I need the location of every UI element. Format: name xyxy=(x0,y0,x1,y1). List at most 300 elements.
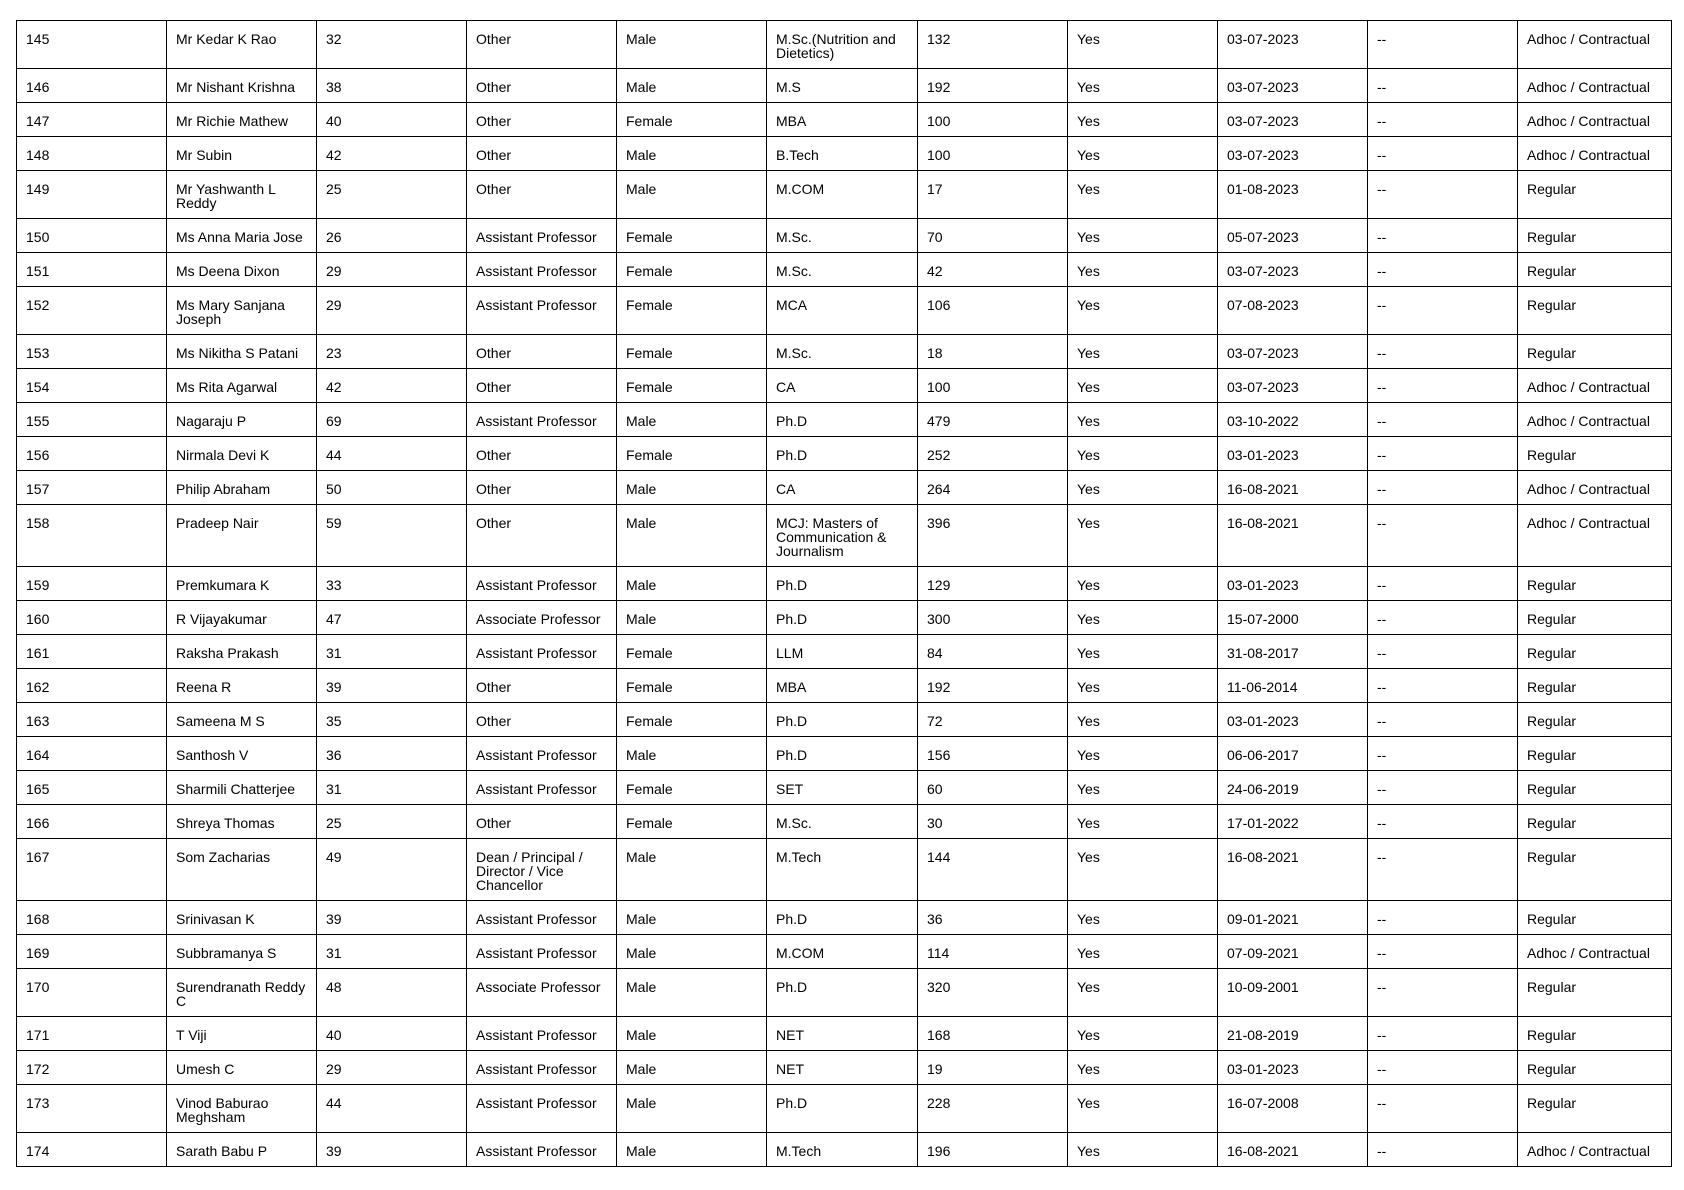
gender-cell: Female xyxy=(617,369,767,403)
designation-cell: Associate Professor xyxy=(467,601,617,635)
name-cell: Shreya Thomas xyxy=(167,805,317,839)
designation-cell: Assistant Professor xyxy=(467,403,617,437)
serial-number-cell: 166 xyxy=(17,805,167,839)
designation-cell: Other xyxy=(467,137,617,171)
qualification-cell: Ph.D xyxy=(767,567,918,601)
currently-working-cell: Yes xyxy=(1068,567,1218,601)
serial-number-cell: 161 xyxy=(17,635,167,669)
joining-date-cell: 06-06-2017 xyxy=(1218,737,1368,771)
currently-working-cell: Yes xyxy=(1068,1133,1218,1167)
joining-date-cell: 03-07-2023 xyxy=(1218,369,1368,403)
gender-cell: Male xyxy=(617,1085,767,1133)
leaving-date-cell: -- xyxy=(1368,103,1518,137)
currently-working-cell: Yes xyxy=(1068,969,1218,1017)
gender-cell: Male xyxy=(617,505,767,567)
serial-number-cell: 167 xyxy=(17,839,167,901)
appointment-type-cell: Regular xyxy=(1518,567,1672,601)
table-row xyxy=(17,171,1672,219)
experience-months-cell: 300 xyxy=(918,601,1068,635)
gender-cell: Male xyxy=(617,1133,767,1167)
qualification-cell: Ph.D xyxy=(767,1085,918,1133)
age-cell: 40 xyxy=(317,1017,467,1051)
qualification-cell: M.Tech xyxy=(767,839,918,901)
table-row xyxy=(17,737,1672,771)
age-cell: 25 xyxy=(317,805,467,839)
designation-cell: Other xyxy=(467,505,617,567)
designation-cell: Assistant Professor xyxy=(467,219,617,253)
age-cell: 29 xyxy=(317,287,467,335)
gender-cell: Male xyxy=(617,403,767,437)
joining-date-cell: 10-09-2001 xyxy=(1218,969,1368,1017)
appointment-type-cell: Adhoc / Contractual xyxy=(1518,69,1672,103)
designation-cell: Assistant Professor xyxy=(467,253,617,287)
name-cell: Ms Anna Maria Jose xyxy=(167,219,317,253)
currently-working-cell: Yes xyxy=(1068,69,1218,103)
name-cell: Mr Nishant Krishna xyxy=(167,69,317,103)
qualification-cell: M.S xyxy=(767,69,918,103)
joining-date-cell: 17-01-2022 xyxy=(1218,805,1368,839)
joining-date-cell: 15-07-2000 xyxy=(1218,601,1368,635)
experience-months-cell: 196 xyxy=(918,1133,1068,1167)
experience-months-cell: 36 xyxy=(918,901,1068,935)
experience-months-cell: 60 xyxy=(918,771,1068,805)
gender-cell: Female xyxy=(617,635,767,669)
appointment-type-cell: Regular xyxy=(1518,771,1672,805)
appointment-type-cell: Regular xyxy=(1518,635,1672,669)
serial-number-cell: 158 xyxy=(17,505,167,567)
serial-number-cell: 147 xyxy=(17,103,167,137)
designation-cell: Associate Professor xyxy=(467,969,617,1017)
joining-date-cell: 16-08-2021 xyxy=(1218,839,1368,901)
leaving-date-cell: -- xyxy=(1368,137,1518,171)
serial-number-cell: 168 xyxy=(17,901,167,935)
joining-date-cell: 07-08-2023 xyxy=(1218,287,1368,335)
leaving-date-cell: -- xyxy=(1368,935,1518,969)
currently-working-cell: Yes xyxy=(1068,703,1218,737)
gender-cell: Male xyxy=(617,21,767,69)
qualification-cell: Ph.D xyxy=(767,403,918,437)
name-cell: R Vijayakumar xyxy=(167,601,317,635)
gender-cell: Female xyxy=(617,219,767,253)
leaving-date-cell: -- xyxy=(1368,1017,1518,1051)
table-row xyxy=(17,601,1672,635)
experience-months-cell: 42 xyxy=(918,253,1068,287)
experience-months-cell: 129 xyxy=(918,567,1068,601)
gender-cell: Female xyxy=(617,287,767,335)
gender-cell: Male xyxy=(617,567,767,601)
table-row xyxy=(17,103,1672,137)
leaving-date-cell: -- xyxy=(1368,1051,1518,1085)
leaving-date-cell: -- xyxy=(1368,219,1518,253)
table-row xyxy=(17,219,1672,253)
designation-cell: Assistant Professor xyxy=(467,287,617,335)
currently-working-cell: Yes xyxy=(1068,1085,1218,1133)
qualification-cell: CA xyxy=(767,369,918,403)
appointment-type-cell: Regular xyxy=(1518,1051,1672,1085)
leaving-date-cell: -- xyxy=(1368,805,1518,839)
name-cell: Pradeep Nair xyxy=(167,505,317,567)
joining-date-cell: 05-07-2023 xyxy=(1218,219,1368,253)
appointment-type-cell: Adhoc / Contractual xyxy=(1518,137,1672,171)
experience-months-cell: 192 xyxy=(918,669,1068,703)
table-row xyxy=(17,1051,1672,1085)
qualification-cell: LLM xyxy=(767,635,918,669)
joining-date-cell: 01-08-2023 xyxy=(1218,171,1368,219)
leaving-date-cell: -- xyxy=(1368,69,1518,103)
serial-number-cell: 164 xyxy=(17,737,167,771)
appointment-type-cell: Regular xyxy=(1518,171,1672,219)
table-row xyxy=(17,1085,1672,1133)
designation-cell: Other xyxy=(467,335,617,369)
table-body xyxy=(17,21,1672,1167)
joining-date-cell: 21-08-2019 xyxy=(1218,1017,1368,1051)
currently-working-cell: Yes xyxy=(1068,21,1218,69)
currently-working-cell: Yes xyxy=(1068,171,1218,219)
currently-working-cell: Yes xyxy=(1068,137,1218,171)
table-row xyxy=(17,669,1672,703)
leaving-date-cell: -- xyxy=(1368,737,1518,771)
gender-cell: Male xyxy=(617,171,767,219)
currently-working-cell: Yes xyxy=(1068,471,1218,505)
appointment-type-cell: Regular xyxy=(1518,737,1672,771)
gender-cell: Male xyxy=(617,471,767,505)
appointment-type-cell: Regular xyxy=(1518,335,1672,369)
age-cell: 31 xyxy=(317,935,467,969)
appointment-type-cell: Regular xyxy=(1518,601,1672,635)
serial-number-cell: 156 xyxy=(17,437,167,471)
qualification-cell: M.COM xyxy=(767,171,918,219)
gender-cell: Female xyxy=(617,805,767,839)
serial-number-cell: 169 xyxy=(17,935,167,969)
experience-months-cell: 396 xyxy=(918,505,1068,567)
experience-months-cell: 192 xyxy=(918,69,1068,103)
age-cell: 44 xyxy=(317,1085,467,1133)
gender-cell: Male xyxy=(617,935,767,969)
appointment-type-cell: Adhoc / Contractual xyxy=(1518,103,1672,137)
experience-months-cell: 479 xyxy=(918,403,1068,437)
age-cell: 39 xyxy=(317,669,467,703)
leaving-date-cell: -- xyxy=(1368,253,1518,287)
experience-months-cell: 144 xyxy=(918,839,1068,901)
name-cell: Ms Nikitha S Patani xyxy=(167,335,317,369)
experience-months-cell: 84 xyxy=(918,635,1068,669)
table-row xyxy=(17,969,1672,1017)
appointment-type-cell: Regular xyxy=(1518,253,1672,287)
designation-cell: Other xyxy=(467,471,617,505)
currently-working-cell: Yes xyxy=(1068,737,1218,771)
age-cell: 42 xyxy=(317,137,467,171)
designation-cell: Other xyxy=(467,69,617,103)
age-cell: 40 xyxy=(317,103,467,137)
table-row xyxy=(17,287,1672,335)
appointment-type-cell: Regular xyxy=(1518,287,1672,335)
designation-cell: Other xyxy=(467,703,617,737)
serial-number-cell: 150 xyxy=(17,219,167,253)
designation-cell: Assistant Professor xyxy=(467,901,617,935)
qualification-cell: Ph.D xyxy=(767,601,918,635)
experience-months-cell: 30 xyxy=(918,805,1068,839)
designation-cell: Other xyxy=(467,21,617,69)
name-cell: Mr Subin xyxy=(167,137,317,171)
experience-months-cell: 70 xyxy=(918,219,1068,253)
joining-date-cell: 03-01-2023 xyxy=(1218,1051,1368,1085)
table-row xyxy=(17,567,1672,601)
currently-working-cell: Yes xyxy=(1068,901,1218,935)
experience-months-cell: 100 xyxy=(918,369,1068,403)
joining-date-cell: 16-08-2021 xyxy=(1218,471,1368,505)
qualification-cell: M.Sc. xyxy=(767,253,918,287)
serial-number-cell: 152 xyxy=(17,287,167,335)
appointment-type-cell: Regular xyxy=(1518,703,1672,737)
age-cell: 29 xyxy=(317,253,467,287)
joining-date-cell: 24-06-2019 xyxy=(1218,771,1368,805)
leaving-date-cell: -- xyxy=(1368,287,1518,335)
currently-working-cell: Yes xyxy=(1068,1017,1218,1051)
gender-cell: Male xyxy=(617,601,767,635)
table-row xyxy=(17,771,1672,805)
name-cell: Ms Mary Sanjana Joseph xyxy=(167,287,317,335)
currently-working-cell: Yes xyxy=(1068,1051,1218,1085)
currently-working-cell: Yes xyxy=(1068,771,1218,805)
age-cell: 33 xyxy=(317,567,467,601)
currently-working-cell: Yes xyxy=(1068,287,1218,335)
faculty-table xyxy=(16,20,1672,1167)
age-cell: 26 xyxy=(317,219,467,253)
experience-months-cell: 17 xyxy=(918,171,1068,219)
joining-date-cell: 03-07-2023 xyxy=(1218,69,1368,103)
table-row xyxy=(17,805,1672,839)
table-row xyxy=(17,1017,1672,1051)
age-cell: 47 xyxy=(317,601,467,635)
table-row xyxy=(17,839,1672,901)
qualification-cell: M.Tech xyxy=(767,1133,918,1167)
age-cell: 44 xyxy=(317,437,467,471)
age-cell: 48 xyxy=(317,969,467,1017)
gender-cell: Female xyxy=(617,703,767,737)
designation-cell: Other xyxy=(467,805,617,839)
serial-number-cell: 173 xyxy=(17,1085,167,1133)
qualification-cell: NET xyxy=(767,1051,918,1085)
appointment-type-cell: Adhoc / Contractual xyxy=(1518,935,1672,969)
leaving-date-cell: -- xyxy=(1368,635,1518,669)
name-cell: Subbramanya S xyxy=(167,935,317,969)
table-row xyxy=(17,703,1672,737)
age-cell: 35 xyxy=(317,703,467,737)
gender-cell: Female xyxy=(617,253,767,287)
experience-months-cell: 100 xyxy=(918,137,1068,171)
age-cell: 36 xyxy=(317,737,467,771)
leaving-date-cell: -- xyxy=(1368,839,1518,901)
experience-months-cell: 106 xyxy=(918,287,1068,335)
appointment-type-cell: Regular xyxy=(1518,437,1672,471)
table-row xyxy=(17,403,1672,437)
qualification-cell: M.Sc. xyxy=(767,805,918,839)
experience-months-cell: 19 xyxy=(918,1051,1068,1085)
table-row xyxy=(17,901,1672,935)
appointment-type-cell: Adhoc / Contractual xyxy=(1518,505,1672,567)
currently-working-cell: Yes xyxy=(1068,669,1218,703)
name-cell: Ms Rita Agarwal xyxy=(167,369,317,403)
table-row xyxy=(17,471,1672,505)
age-cell: 39 xyxy=(317,901,467,935)
serial-number-cell: 155 xyxy=(17,403,167,437)
joining-date-cell: 03-07-2023 xyxy=(1218,335,1368,369)
serial-number-cell: 145 xyxy=(17,21,167,69)
serial-number-cell: 149 xyxy=(17,171,167,219)
designation-cell: Assistant Professor xyxy=(467,1051,617,1085)
qualification-cell: SET xyxy=(767,771,918,805)
age-cell: 49 xyxy=(317,839,467,901)
joining-date-cell: 03-07-2023 xyxy=(1218,253,1368,287)
designation-cell: Assistant Professor xyxy=(467,1085,617,1133)
designation-cell: Other xyxy=(467,369,617,403)
currently-working-cell: Yes xyxy=(1068,369,1218,403)
gender-cell: Male xyxy=(617,737,767,771)
serial-number-cell: 172 xyxy=(17,1051,167,1085)
leaving-date-cell: -- xyxy=(1368,669,1518,703)
currently-working-cell: Yes xyxy=(1068,839,1218,901)
currently-working-cell: Yes xyxy=(1068,403,1218,437)
experience-months-cell: 132 xyxy=(918,21,1068,69)
faculty-table-page xyxy=(16,20,1672,1167)
appointment-type-cell: Regular xyxy=(1518,805,1672,839)
designation-cell: Assistant Professor xyxy=(467,935,617,969)
joining-date-cell: 31-08-2017 xyxy=(1218,635,1368,669)
age-cell: 69 xyxy=(317,403,467,437)
experience-months-cell: 264 xyxy=(918,471,1068,505)
qualification-cell: Ph.D xyxy=(767,703,918,737)
name-cell: Sharmili Chatterjee xyxy=(167,771,317,805)
table-row xyxy=(17,635,1672,669)
age-cell: 23 xyxy=(317,335,467,369)
gender-cell: Male xyxy=(617,901,767,935)
currently-working-cell: Yes xyxy=(1068,635,1218,669)
joining-date-cell: 16-07-2008 xyxy=(1218,1085,1368,1133)
name-cell: Ms Deena Dixon xyxy=(167,253,317,287)
joining-date-cell: 03-01-2023 xyxy=(1218,437,1368,471)
qualification-cell: MBA xyxy=(767,103,918,137)
appointment-type-cell: Regular xyxy=(1518,669,1672,703)
serial-number-cell: 148 xyxy=(17,137,167,171)
experience-months-cell: 114 xyxy=(918,935,1068,969)
experience-months-cell: 156 xyxy=(918,737,1068,771)
leaving-date-cell: -- xyxy=(1368,901,1518,935)
leaving-date-cell: -- xyxy=(1368,567,1518,601)
serial-number-cell: 154 xyxy=(17,369,167,403)
table-row xyxy=(17,137,1672,171)
designation-cell: Assistant Professor xyxy=(467,1133,617,1167)
qualification-cell: Ph.D xyxy=(767,969,918,1017)
leaving-date-cell: -- xyxy=(1368,335,1518,369)
age-cell: 59 xyxy=(317,505,467,567)
leaving-date-cell: -- xyxy=(1368,437,1518,471)
designation-cell: Other xyxy=(467,437,617,471)
name-cell: Umesh C xyxy=(167,1051,317,1085)
name-cell: Mr Yashwanth L Reddy xyxy=(167,171,317,219)
designation-cell: Assistant Professor xyxy=(467,635,617,669)
serial-number-cell: 159 xyxy=(17,567,167,601)
appointment-type-cell: Adhoc / Contractual xyxy=(1518,403,1672,437)
appointment-type-cell: Adhoc / Contractual xyxy=(1518,369,1672,403)
serial-number-cell: 153 xyxy=(17,335,167,369)
currently-working-cell: Yes xyxy=(1068,805,1218,839)
appointment-type-cell: Regular xyxy=(1518,969,1672,1017)
appointment-type-cell: Adhoc / Contractual xyxy=(1518,21,1672,69)
leaving-date-cell: -- xyxy=(1368,1133,1518,1167)
name-cell: Nagaraju P xyxy=(167,403,317,437)
joining-date-cell: 09-01-2021 xyxy=(1218,901,1368,935)
appointment-type-cell: Regular xyxy=(1518,219,1672,253)
table-row xyxy=(17,1133,1672,1167)
currently-working-cell: Yes xyxy=(1068,601,1218,635)
serial-number-cell: 170 xyxy=(17,969,167,1017)
designation-cell: Other xyxy=(467,669,617,703)
qualification-cell: M.COM xyxy=(767,935,918,969)
age-cell: 29 xyxy=(317,1051,467,1085)
age-cell: 32 xyxy=(317,21,467,69)
experience-months-cell: 72 xyxy=(918,703,1068,737)
designation-cell: Assistant Professor xyxy=(467,1017,617,1051)
joining-date-cell: 03-07-2023 xyxy=(1218,21,1368,69)
name-cell: Surendranath Reddy C xyxy=(167,969,317,1017)
appointment-type-cell: Adhoc / Contractual xyxy=(1518,471,1672,505)
currently-working-cell: Yes xyxy=(1068,335,1218,369)
qualification-cell: MBA xyxy=(767,669,918,703)
age-cell: 42 xyxy=(317,369,467,403)
gender-cell: Male xyxy=(617,839,767,901)
table-row xyxy=(17,505,1672,567)
table-row xyxy=(17,335,1672,369)
serial-number-cell: 163 xyxy=(17,703,167,737)
joining-date-cell: 03-10-2022 xyxy=(1218,403,1368,437)
gender-cell: Male xyxy=(617,1051,767,1085)
name-cell: Nirmala Devi K xyxy=(167,437,317,471)
leaving-date-cell: -- xyxy=(1368,1085,1518,1133)
experience-months-cell: 320 xyxy=(918,969,1068,1017)
name-cell: Som Zacharias xyxy=(167,839,317,901)
gender-cell: Male xyxy=(617,69,767,103)
gender-cell: Male xyxy=(617,1017,767,1051)
serial-number-cell: 174 xyxy=(17,1133,167,1167)
name-cell: Sameena M S xyxy=(167,703,317,737)
leaving-date-cell: -- xyxy=(1368,703,1518,737)
qualification-cell: MCA xyxy=(767,287,918,335)
name-cell: Reena R xyxy=(167,669,317,703)
qualification-cell: Ph.D xyxy=(767,901,918,935)
qualification-cell: Ph.D xyxy=(767,737,918,771)
appointment-type-cell: Regular xyxy=(1518,1017,1672,1051)
leaving-date-cell: -- xyxy=(1368,369,1518,403)
leaving-date-cell: -- xyxy=(1368,505,1518,567)
joining-date-cell: 03-01-2023 xyxy=(1218,703,1368,737)
joining-date-cell: 16-08-2021 xyxy=(1218,505,1368,567)
currently-working-cell: Yes xyxy=(1068,253,1218,287)
leaving-date-cell: -- xyxy=(1368,21,1518,69)
age-cell: 50 xyxy=(317,471,467,505)
qualification-cell: Ph.D xyxy=(767,437,918,471)
name-cell: Srinivasan K xyxy=(167,901,317,935)
qualification-cell: M.Sc. xyxy=(767,219,918,253)
table-row xyxy=(17,21,1672,69)
qualification-cell: M.Sc. xyxy=(767,335,918,369)
table-row xyxy=(17,369,1672,403)
designation-cell: Dean / Principal / Director / Vice Chancellor xyxy=(467,839,617,901)
qualification-cell: CA xyxy=(767,471,918,505)
currently-working-cell: Yes xyxy=(1068,935,1218,969)
experience-months-cell: 168 xyxy=(918,1017,1068,1051)
name-cell: Vinod Baburao Meghsham xyxy=(167,1085,317,1133)
appointment-type-cell: Regular xyxy=(1518,1085,1672,1133)
